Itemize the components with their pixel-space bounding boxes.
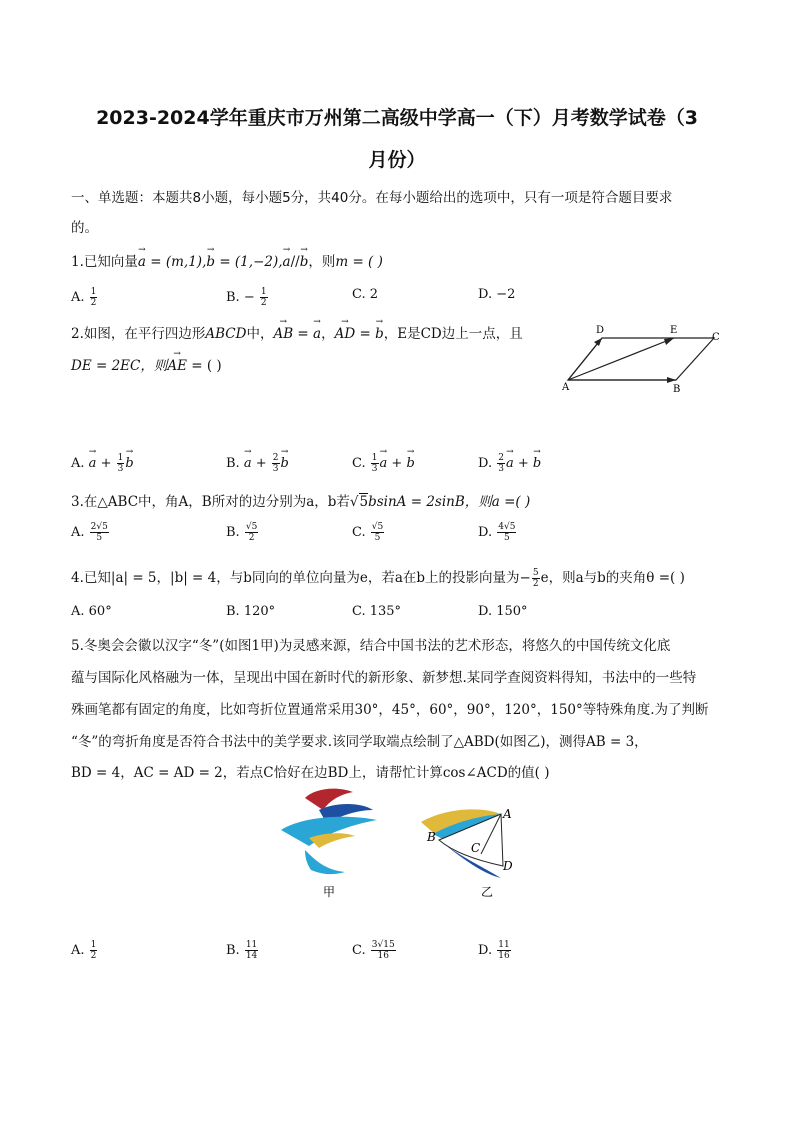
q3-sqrt5: 5 (359, 494, 369, 510)
point-label-b: B (427, 830, 436, 844)
q1-text-b: ，则 (308, 254, 336, 270)
label-a: A (562, 382, 570, 393)
q5-line1: 冬奥会会徽以汉字“冬”(如图1甲)为灵感来源，结合中国书法的艺术形态，将悠久的中国传统文化底 (83, 638, 671, 654)
question-5-line5: BD = 4，AC = AD = 2，若点C恰好在边BD上，请帮忙计算cos∠ACD的值( ) (71, 765, 550, 781)
q5-option-a-label: A. (71, 943, 85, 958)
q1-option-c: C. 2 (352, 287, 379, 302)
point-label-d: D (503, 859, 513, 873)
q5-option-c: C. $\frac{3√15}{16}$ (352, 940, 395, 961)
q4-text: 已知|a| = 5，|b| = 4，与b同向的单位向量为e，若a在b上的投影向量为− (83, 570, 531, 586)
q1-number: 1. (71, 254, 84, 270)
q2-option-b: B. → a + $\frac{2}{3}$ → b (226, 453, 289, 474)
vector-ae (568, 338, 674, 380)
label-b: B (673, 384, 681, 395)
q3-text: 在△ABC中，角A，B所对的边分别为a，b若 (83, 494, 350, 510)
question-3: 3.在△ABC中，角A，B所对的边分别为a，b若√5bsinA = 2sinB，则a =( ) (71, 494, 531, 510)
q2-line2-text: DE = 2EC，则 (71, 358, 168, 374)
q1-option-b-label: B. (226, 290, 240, 305)
q3-number: 3. (71, 494, 84, 510)
q2-text-d: ，E是CD边上一点，且 (383, 326, 523, 342)
triangle-abd-figure (415, 800, 525, 902)
q3-option-c-label: C. (352, 525, 366, 540)
q2-text: 如图，在平行四边形 (83, 326, 206, 342)
point-label-c: C (471, 841, 481, 855)
q2-option-c: C. $\frac{1}{3}$ → a + → b (352, 453, 415, 474)
question-5-line4: “冬”的弯折角度是否符合书法中的美学要求.该同学取端点绘制了△ABD(如图乙)，测得AB = 3， (71, 734, 648, 750)
figure-label-yi: 乙 (481, 885, 494, 899)
winter-olympics-emblem-figure (275, 780, 385, 902)
q4-number: 4. (71, 570, 84, 586)
q1-option-d: D. −2 (478, 287, 516, 302)
q2-comma: ， (321, 326, 335, 342)
q1-formula-a: = (m,1), (150, 254, 207, 270)
q3-option-c: C. $\frac{√5}{5}$ (352, 522, 384, 543)
arrowhead-ad (594, 338, 602, 346)
q3-option-b: B. $\frac{√5}{2}$ (226, 522, 258, 543)
question-2-line2: DE = 2EC，则→ AE = ( ) (71, 354, 222, 374)
q5-option-a: A. $\frac{1}{2}$ (71, 940, 97, 961)
q4-option-b: B. 120° (226, 604, 276, 619)
q4-text2: e，则a与b的夹角θ =( ) (540, 570, 685, 586)
arrowhead-ae (664, 338, 674, 345)
q3-option-d: D. $\frac{4√5}{5}$ (478, 522, 516, 543)
question-4: 4.已知|a| = 5，|b| = 4，与b同向的单位向量为e，若a在b上的投影向量为− $\frac{5}{2}$ e，则a与b的夹角θ =( ) (71, 568, 685, 589)
q2-abcd: ABCD (205, 326, 247, 342)
q3-option-d-label: D. (478, 525, 493, 540)
q2-option-a: A. → a + $\frac{1}{3}$ → b (71, 453, 134, 474)
q2-option-d: D. $\frac{2}{3}$ → a + → b (478, 453, 541, 474)
section-header-line1: 一、单选题：本题共8小题，每小题5分，共40分。在每小题给出的选项中，只有一项是符合题目要求 (71, 190, 673, 206)
q2-option-b-label: B. (226, 456, 240, 471)
q4-option-c: C. 135° (352, 604, 402, 619)
point-label-a: A (503, 807, 512, 821)
q5-number: 5. (71, 638, 84, 654)
q1-parallel: // (290, 254, 300, 270)
question-5-line1 (71, 634, 670, 654)
paper-title-line2: 月份） (368, 149, 426, 171)
q2-option-d-label: D. (478, 456, 493, 471)
q1-ask: m = ( ) (335, 254, 383, 270)
q4-option-a: A. 60° (71, 604, 112, 619)
q5-option-b: B. $\frac{11}{14}$ (226, 940, 258, 961)
q2-number: 2. (71, 326, 84, 342)
q1-option-b-value: $\frac{1}{2}$ (260, 287, 267, 308)
parallelogram-shape (568, 338, 714, 380)
figure-label-jia: 甲 (323, 885, 336, 899)
q2-option-a-label: A. (71, 456, 85, 471)
q2-parallelogram-figure (560, 318, 730, 398)
label-c: C (712, 332, 720, 343)
q2-line2-end: = ( ) (191, 358, 222, 374)
question-5-line3: 殊画笔都有固定的角度，比如弯折位置通常采用30°，45°，60°，90°，120°，150°等特殊角度.为了判断 (71, 702, 709, 718)
emblem-cyan-lower-stroke (305, 850, 345, 874)
q4-option-d: D. 150° (478, 604, 528, 619)
q2-option-c-label: C. (352, 456, 366, 471)
q3-option-b-label: B. (226, 525, 240, 540)
q1-option-a-value: $\frac{1}{2}$ (90, 287, 97, 308)
q3-option-a: A. $\frac{2√5}{5}$ (71, 522, 108, 543)
q5-option-c-label: C. (352, 943, 366, 958)
label-d: D (596, 325, 605, 336)
q1-option-a (71, 287, 98, 308)
q1-formula-b: = (1,−2), (219, 254, 283, 270)
paper-title-line1: 2023-2024学年重庆市万州第二高级中学高一（下）月考数学试卷（3 (96, 107, 698, 129)
q1-option-a-label: A. (71, 290, 85, 305)
q1-option-b: B. − $\frac{1}{2}$ (226, 287, 267, 308)
section-header-line2: 的。 (71, 220, 98, 236)
q5-option-d-label: D. (478, 943, 493, 958)
q5-option-d: D. $\frac{11}{16}$ (478, 940, 510, 961)
q1-text: 已知向量 (83, 254, 138, 270)
q5-option-b-label: B. (226, 943, 240, 958)
arrowhead-ab (667, 377, 676, 383)
question-2-line1: 2.如图，在平行四边形ABCD中，→ AB = → a，→ AD = → b，E是CD边上一点，且 (71, 322, 523, 342)
q3-text3: bsinA = 2sinB，则a =( ) (368, 494, 531, 510)
q3-option-a-label: A. (71, 525, 85, 540)
q2-text-b: 中， (246, 326, 274, 342)
question-5-line2: 蕴与国际化风格融为一体，呈现出中国在新时代的新形象、新梦想.某同学查阅资料得知，书法中的一些特 (71, 670, 697, 686)
label-e: E (670, 325, 678, 336)
question-1: 1.已知向量→ a = (m,1),→ b = (1,−2),→ a//→ b，则m = ( ) (71, 250, 383, 270)
